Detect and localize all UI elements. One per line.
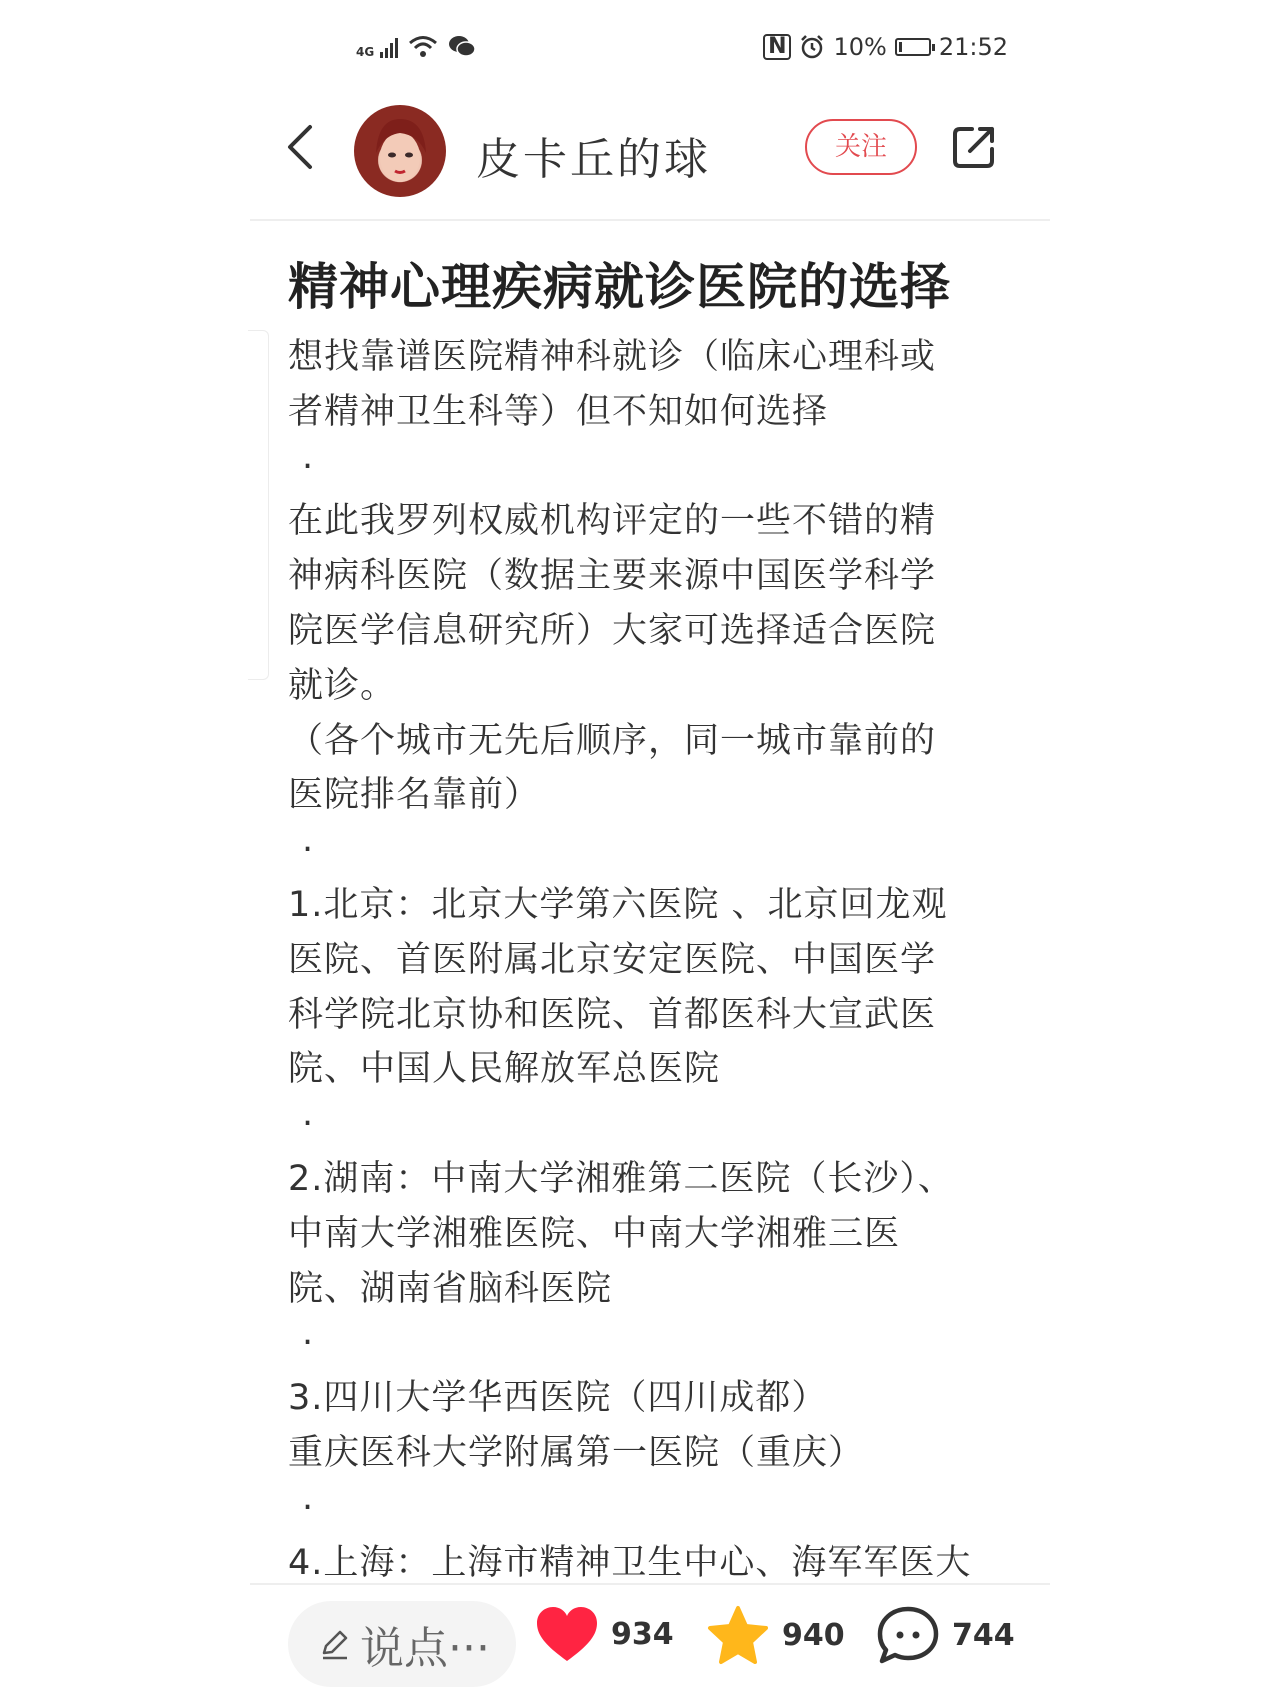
body-paragraph: 1.北京：北京大学第六医院 、北京回龙观 医院、首医附属北京安定医院、中国医学 科学院北京协和医院、首都医科大宣武医 院、中国人民解放军总医院 <box>288 884 948 1090</box>
wifi-icon <box>408 34 438 58</box>
wechat-icon <box>448 34 476 58</box>
body-separator: · <box>302 830 315 871</box>
collect-button[interactable] <box>706 1605 845 1665</box>
body-paragraph: 3.四川大学华西医院（四川成都） 重庆医科大学附属第一医院（重庆） <box>288 1378 865 1473</box>
network-type: 4G <box>356 45 375 59</box>
comment-count: 744 <box>952 1617 1015 1653</box>
star-icon <box>706 1605 770 1665</box>
body-paragraph: （各个城市无先后顺序，同一城市靠前的 医院排名靠前） <box>288 720 937 816</box>
share-icon[interactable] <box>950 123 998 171</box>
back-icon[interactable] <box>282 123 316 171</box>
status-left <box>356 34 476 58</box>
collect-count: 940 <box>782 1617 845 1653</box>
note-body <box>288 330 1048 1590</box>
chat-bubble-icon <box>876 1605 940 1665</box>
note-header <box>0 95 1280 205</box>
clock: 21:52 <box>938 33 1008 61</box>
battery-percent: 10% <box>833 33 887 61</box>
comment-button[interactable] <box>876 1605 1015 1665</box>
heart-icon <box>535 1605 599 1663</box>
like-button[interactable] <box>535 1605 674 1663</box>
note-title: 精神心理疾病就诊医院的选择 <box>288 258 951 316</box>
body-paragraph: 在此我罗列权威机构评定的一些不错的精 神病科医院（数据主要来源中国医学科学 院医学信息研究所）大家可选择适合医院 就诊。 <box>288 501 937 706</box>
like-count: 934 <box>611 1616 674 1652</box>
body-separator: · <box>302 1104 315 1145</box>
status-right <box>763 33 1008 61</box>
body-paragraph: 4.上海：上海市精神卫生中心、海军军医大 <box>288 1542 972 1583</box>
alarm-icon <box>799 34 825 60</box>
body-separator: · <box>302 446 315 487</box>
body-separator: · <box>302 1323 315 1364</box>
battery-icon <box>895 38 931 56</box>
follow-button[interactable]: 关注 <box>805 119 917 175</box>
header-divider <box>250 219 1050 221</box>
pencil-icon <box>318 1627 352 1661</box>
author-name[interactable]: 皮卡丘的球 <box>476 134 711 185</box>
nfc-icon: N <box>763 34 791 60</box>
image-edge <box>248 330 269 680</box>
body-separator: · <box>302 1487 315 1528</box>
avatar[interactable] <box>354 105 446 197</box>
body-paragraph: 想找靠谱医院精神科就诊（临床心理科或 者精神卫生科等）但不知如何选择 <box>288 337 937 432</box>
status-bar <box>0 30 1280 70</box>
comment-input[interactable] <box>288 1601 516 1687</box>
body-paragraph: 2.湖南：中南大学湘雅第二医院（长沙）、 中南大学湘雅医院、中南大学湘雅三医 院、湖南省脑科医院 <box>288 1158 954 1309</box>
bottom-divider <box>250 1583 1050 1585</box>
bottom-action-bar <box>0 1583 1280 1707</box>
cellular-signal-icon <box>380 36 398 58</box>
comment-placeholder: 说点··· <box>360 1623 490 1674</box>
